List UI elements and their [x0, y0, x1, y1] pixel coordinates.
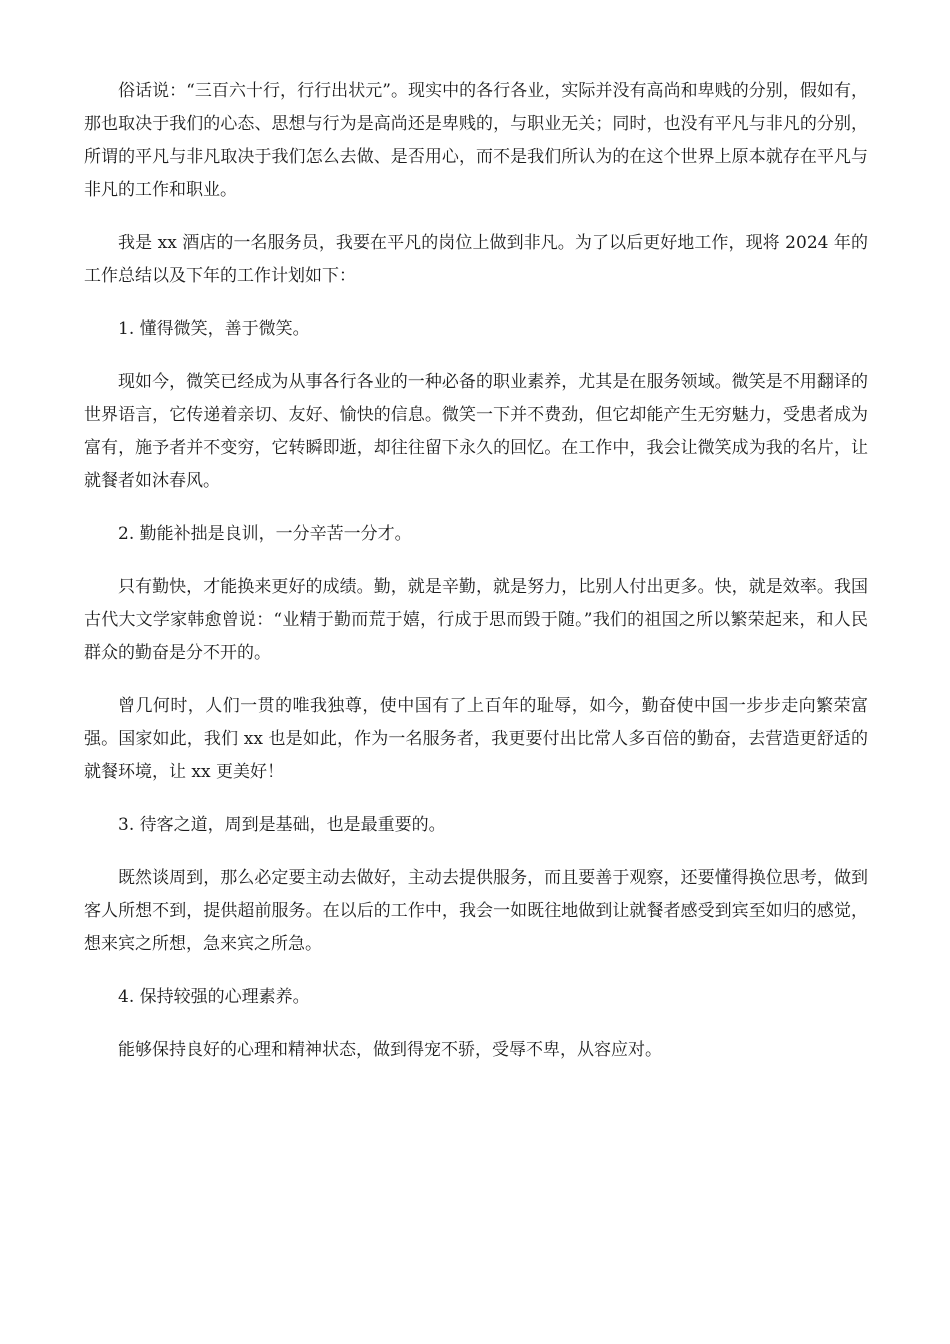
- section-heading-3: 3. 待客之道，周到是基础，也是最重要的。: [118, 815, 446, 835]
- mindset-paragraph: 能够保持良好的心理和精神状态，做到得宠不骄，受辱不卑，从容应对。: [118, 1040, 662, 1060]
- hospitality-paragraph: 既然谈周到，那么必定要主动去做好，主动去提供服务，而且要善于观察，还要懂得换位思考，做到客人所想不到，提供超前服务。在以后的工作中，我会一如既往地做到让就餐者感受到宾至如归的感觉，想来宾之所想，急来宾之所急。: [84, 868, 868, 954]
- self-intro-paragraph: 我是 xx 酒店的一名服务员，我要在平凡的岗位上做到非凡。为了以后更好地工作，现将 2024 年的工作总结以及下年的工作计划如下：: [84, 233, 868, 286]
- intro-paragraph: 俗话说：“三百六十行，行行出状元”。现实中的各行各业，实际并没有高尚和卑贱的分别，假如有，那也取决于我们的心态、思想与行为是高尚还是卑贱的，与职业无关；同时，也没有平凡与非凡的分别，所谓的平凡与非凡取决于我们怎么去做、是否用心，而不是我们所认为的在这个世界上原本就存在平凡与非凡的工作和职业。: [84, 81, 868, 200]
- section-heading-4: 4. 保持较强的心理素养。: [118, 987, 310, 1007]
- diligence-paragraph: 只有勤快，才能换来更好的成绩。勤，就是辛勤，就是努力，比别人付出更多。快，就是效率。我国古代大文学家韩愈曾说：“业精于勤而荒于嬉，行成于思而毁于随。”我们的祖国之所以繁荣起来，和人民群众的勤奋是分不开的。: [84, 577, 868, 663]
- history-paragraph: 曾几何时，人们一贯的唯我独尊，使中国有了上百年的耻辱，如今，勤奋使中国一步步走向繁荣富强。国家如此，我们 xx 也是如此，作为一名服务者，我更要付出比常人多百倍的勤奋，去营造更舒适的就餐环境，让 xx 更美好！: [84, 696, 868, 782]
- document-body: [84, 75, 868, 1087]
- smile-paragraph: 现如今，微笑已经成为从事各行各业的一种必备的职业素养，尤其是在服务领域。微笑是不用翻译的世界语言，它传递着亲切、友好、愉快的信息。微笑一下并不费劲，但它却能产生无穷魅力，受患者成为富有，施予者并不变穷，它转瞬即逝，却往往留下永久的回忆。在工作中，我会让微笑成为我的名片，让就餐者如沐春风。: [84, 372, 868, 491]
- section-heading-2: 2. 勤能补拙是良训，一分辛苦一分才。: [118, 524, 412, 544]
- section-heading-1: 1. 懂得微笑，善于微笑。: [118, 319, 310, 339]
